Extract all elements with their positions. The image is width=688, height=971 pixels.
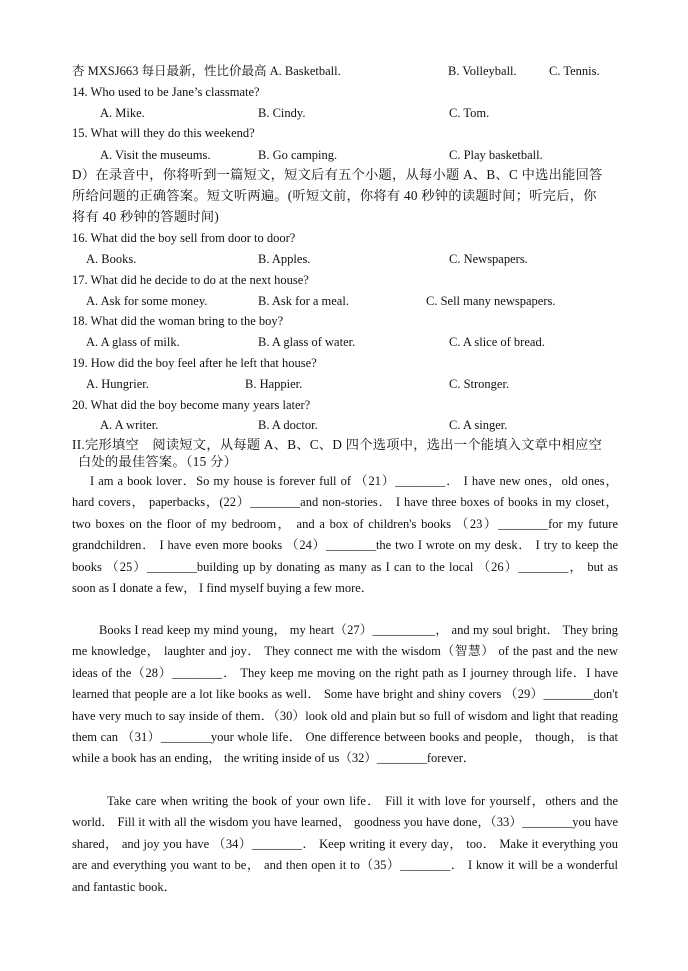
option-c: C. A singer. [449, 418, 508, 432]
question-20: 20. What did the boy become many years later? [72, 398, 311, 412]
option-a: A. Books. [86, 252, 137, 266]
option-a: A. A glass of milk. [86, 335, 180, 349]
option-a: A. Mike. [100, 106, 145, 120]
option-a: A. Hungrier. [86, 377, 149, 391]
question-16: 16. What did the boy sell from door to door? [72, 231, 296, 245]
options-row [0, 292, 688, 310]
question-15: 15. What will they do this weekend? [72, 126, 255, 140]
options-row [0, 375, 688, 393]
header-text: 杏 MXSJ663 每日最新，性比价最高 A. Basketball. [72, 64, 341, 78]
option-a: A. Ask for some money. [86, 294, 208, 308]
cloze-paragraph-1: I am a book lover．So my house is forever full of （21）________． I have new ones，old ones， hard covers， paperbacks，(22）________and non-stories． I have three boxes of books in my closet， two boxes on the floor of my bedroom， and a box of children's books （23）________for my future grandchildren． I have even more books （24）________the two I wrote on my desk． I try to keep the books （25）________building up by donating as many as I can to the local （26）________， but as soon as I donate a few， I find myself buying a few more． [72, 474, 618, 596]
option-b: B. Volleyball. [448, 64, 517, 78]
option-a: A. A writer. [100, 418, 159, 432]
question-19: 19. How did the boy feel after he left that house? [72, 356, 317, 370]
option-c: C. Stronger. [449, 377, 510, 391]
option-c: C. Sell many newspapers. [426, 294, 556, 308]
option-a: A. Visit the museums. [100, 148, 211, 162]
options-row [0, 333, 688, 351]
option-b: B. Go camping. [258, 148, 338, 162]
cloze-heading-1: II.完形填空 阅读短文，从每题 A、B、C、D 四个选项中，选出一个能填入文章中相应空 [72, 437, 603, 452]
question-14: 14. Who used to be Jane’s classmate? [72, 85, 260, 99]
option-b: B. Cindy. [258, 106, 306, 120]
options-row [0, 146, 688, 164]
cloze-paragraph-3: Take care when writing the book of your own life． Fill it with love for yourself，others and the world． Fill it with all the wisdom you have learned， goodness you have done，（33）________you have shared， and joy you have （34）________． Keep writing it every day， too． Make it everything you are and everything you want to be， and then open it to（35）________． I know it will be a wonderful and fantastic book． [72, 794, 618, 894]
option-b: B. Ask for a meal. [258, 294, 349, 308]
section-d-instruction-2: 所给问题的正确答案。短文听两遍。(听短文前，你将有 40 秒钟的读题时间；听完后，你 [72, 188, 597, 203]
options-row [0, 416, 688, 434]
question-17: 17. What did he decide to do at the next house? [72, 273, 309, 287]
section-d-instruction-3: 将有 40 秒钟的答题时间) [72, 209, 220, 224]
option-b: B. Happier. [245, 377, 303, 391]
option-c: C. Tennis. [549, 64, 600, 78]
option-c: C. Play basketball. [449, 148, 543, 162]
option-b: B. Apples. [258, 252, 311, 266]
question-18: 18. What did the woman bring to the boy? [72, 314, 284, 328]
options-row [0, 250, 688, 268]
cloze-heading-2: 白处的最佳答案。（15 分） [78, 454, 238, 469]
option-c: C. Newspapers. [449, 252, 528, 266]
options-row [0, 104, 688, 122]
cloze-paragraph-2: Books I read keep my mind young， my heart（27）__________， and my soul bright． They bring me knowledge， laughter and joy． They connect me with the wisdom（智慧） of the past and the new ideas of the（28）________． They keep me moving on the right path as I journey through life．I have learned that people are a lot like books as well． Some have bright and shiny covers （29）________don't have very much to say inside of them．（30）look old and plain but so full of wisdom and light that reading them can （31）________your whole life． One difference between books and people， though， is that while a book has an ending， the writing inside of us（32）________forever． [72, 623, 618, 766]
option-b: B. A doctor. [258, 418, 318, 432]
option-c: C. Tom. [449, 106, 490, 120]
option-b: B. A glass of water. [258, 335, 356, 349]
header-row [0, 62, 688, 80]
option-c: C. A slice of bread. [449, 335, 545, 349]
section-d-instruction-1: D）在录音中，你将听到一篇短文，短文后有五个小题，从每小题 A、B、C 中选出能回答 [72, 167, 603, 182]
